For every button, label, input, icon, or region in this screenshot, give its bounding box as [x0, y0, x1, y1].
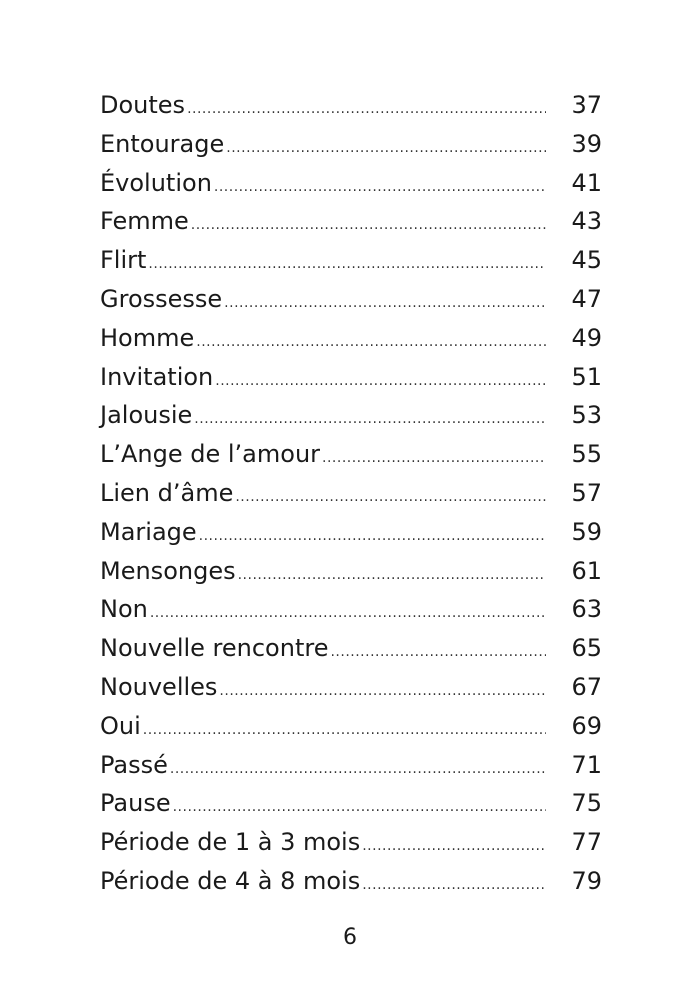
toc-entry [100, 862, 602, 901]
toc-entry-page-number: 53 [571, 401, 602, 430]
toc-entry [100, 319, 602, 358]
toc-entry-page-number: 71 [571, 750, 602, 779]
toc-entry-title: Doutes [100, 91, 186, 119]
toc-entry-page-number: 61 [571, 556, 602, 585]
toc-entry-title: Nouvelles [100, 672, 218, 701]
toc-entry [100, 707, 602, 746]
toc-entry-title: Lien d’âme [100, 478, 234, 507]
toc-entry-page-number: 37 [571, 91, 602, 119]
toc-entry-title: Évolution [100, 168, 212, 197]
toc-entry-title: Grossesse [100, 284, 223, 313]
dot-leader [224, 284, 546, 323]
dot-leader [191, 206, 546, 245]
toc-entry-page-number: 49 [571, 323, 602, 352]
page-folio: 6 [343, 925, 357, 950]
toc-entry-page-number: 77 [571, 828, 602, 857]
dot-leader [196, 323, 546, 362]
dot-leader [194, 400, 546, 439]
toc-entry-title: Flirt [100, 246, 147, 275]
toc-entry [100, 668, 602, 707]
toc-entry [100, 202, 602, 241]
toc-entry-title: Mensonges [100, 556, 236, 585]
dot-leader [219, 672, 546, 711]
dot-leader [215, 362, 546, 401]
dot-leader [150, 594, 546, 633]
toc-entry [100, 86, 602, 125]
dot-leader [143, 711, 546, 750]
toc-entry [100, 552, 602, 591]
toc-entry-page-number: 63 [571, 595, 602, 624]
dot-leader [362, 827, 546, 866]
toc-entry-page-number: 75 [571, 789, 602, 818]
toc-entry-page-number: 43 [571, 207, 602, 236]
toc-entry-title: Invitation [100, 362, 214, 391]
toc-entry [100, 241, 602, 280]
toc-entry [100, 629, 602, 668]
toc-entry-title: Mariage [100, 517, 197, 546]
toc-entry-title: Homme [100, 323, 195, 352]
toc-entry-title: Femme [100, 207, 189, 236]
toc-entry-page-number: 55 [571, 440, 602, 469]
toc-entry [100, 590, 602, 629]
dot-leader [330, 633, 546, 672]
toc-entry [100, 125, 602, 164]
toc-entry-title: Période de 1 à 3 mois [100, 828, 361, 857]
toc-entry-page-number: 51 [571, 362, 602, 391]
dot-leader [148, 245, 546, 284]
toc-entry [100, 435, 602, 474]
toc-entry-page-number: 67 [571, 672, 602, 701]
dot-leader [362, 866, 546, 905]
dot-leader [214, 168, 546, 207]
toc-entry-title: Entourage [100, 129, 225, 158]
toc-entry [100, 746, 602, 785]
toc-entry-page-number: 57 [571, 478, 602, 507]
toc-entry [100, 358, 602, 397]
toc-entry [100, 396, 602, 435]
toc-entry [100, 474, 602, 513]
toc-entry-title: Non [100, 595, 148, 624]
dot-leader [173, 788, 546, 827]
toc-entry [100, 784, 602, 823]
table-of-contents [100, 86, 602, 901]
toc-entry [100, 164, 602, 203]
toc-entry-title: Pause [100, 789, 171, 818]
dot-leader [226, 129, 546, 168]
dot-leader [187, 90, 546, 129]
dot-leader [199, 517, 546, 556]
dot-leader [235, 478, 546, 517]
toc-entry-title: Période de 4 à 8 mois [100, 866, 361, 895]
toc-entry [100, 823, 602, 862]
toc-entry [100, 280, 602, 319]
toc-entry-title: L’Ange de l’amour [100, 440, 321, 469]
dot-leader [238, 556, 546, 595]
toc-entry [100, 513, 602, 552]
toc-entry-page-number: 79 [571, 866, 602, 895]
toc-entry-page-number: 41 [571, 168, 602, 197]
toc-entry-page-number: 69 [571, 711, 602, 740]
toc-entry-page-number: 59 [571, 517, 602, 546]
toc-entry-page-number: 45 [571, 246, 602, 275]
toc-entry-title: Nouvelle rencontre [100, 634, 329, 663]
toc-entry-title: Passé [100, 750, 168, 779]
dot-leader [322, 439, 546, 478]
toc-entry-page-number: 39 [571, 129, 602, 158]
toc-entry-page-number: 65 [571, 634, 602, 663]
toc-entry-title: Oui [100, 711, 141, 740]
dot-leader [170, 750, 546, 789]
toc-entry-title: Jalousie [100, 401, 193, 430]
toc-entry-page-number: 47 [571, 284, 602, 313]
